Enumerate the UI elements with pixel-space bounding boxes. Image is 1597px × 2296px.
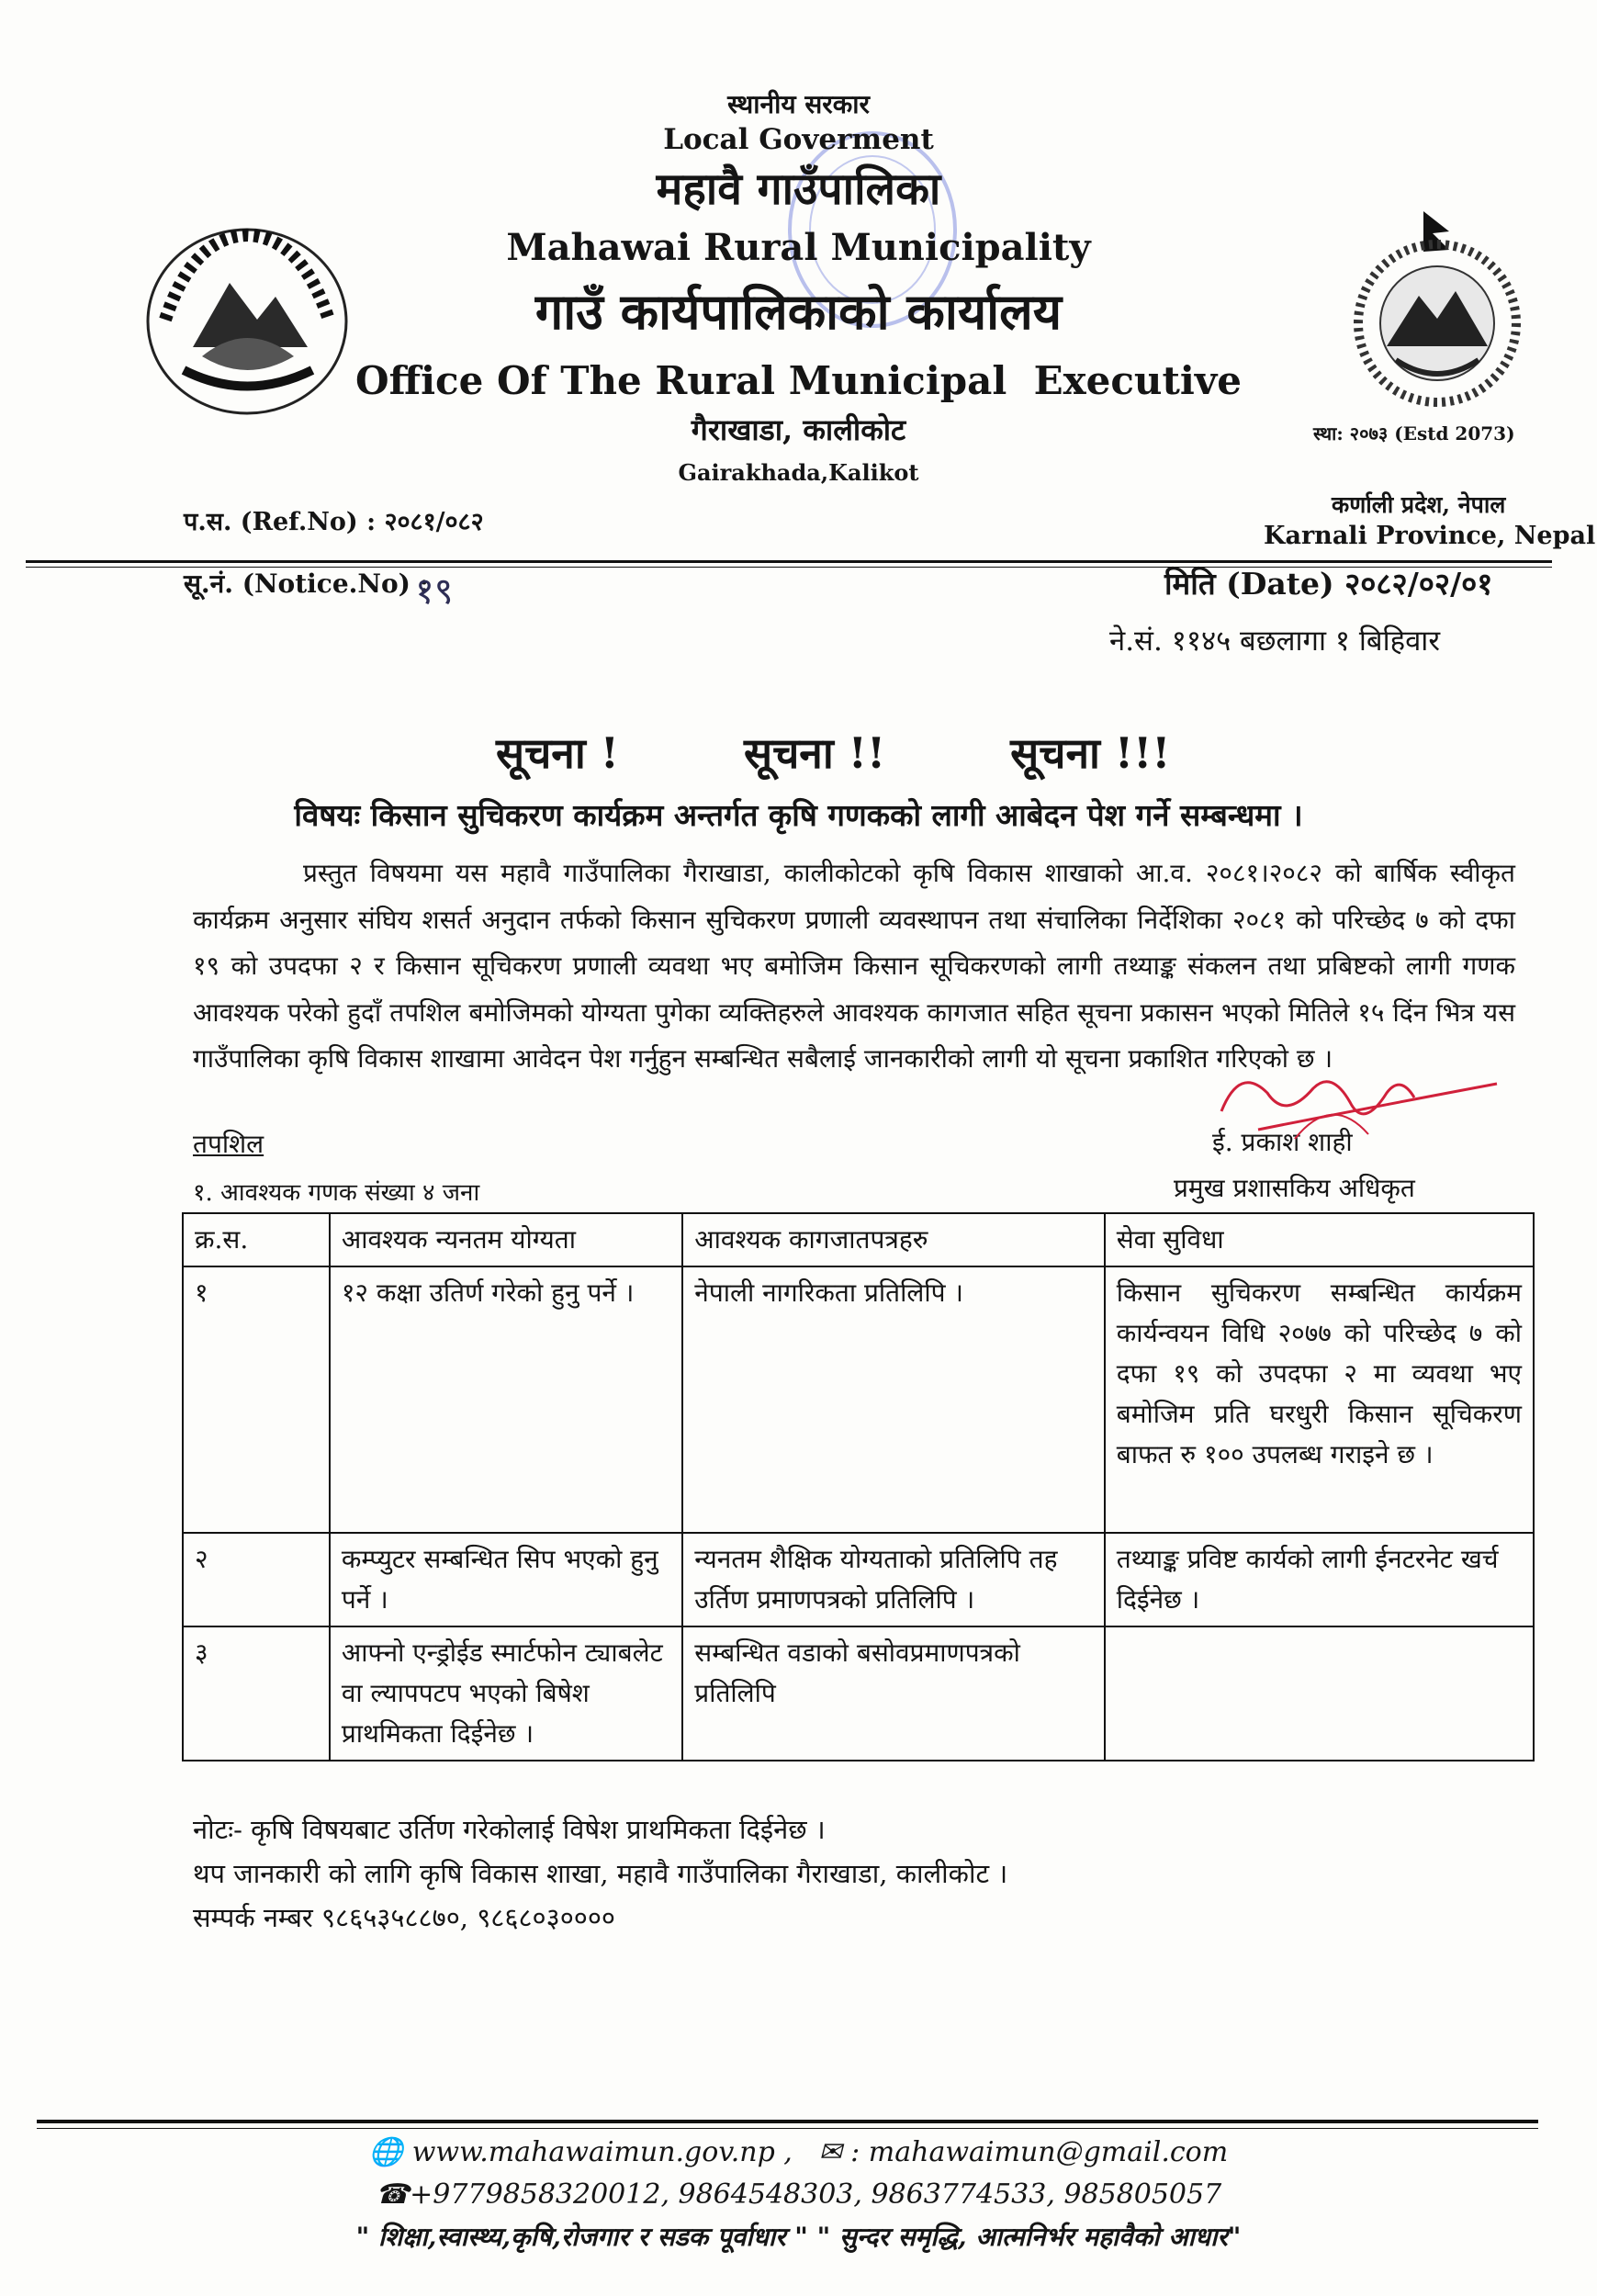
ref-value: २०८१/०८२ bbox=[384, 508, 484, 536]
reference-number bbox=[184, 503, 484, 537]
footer-slogans bbox=[0, 2219, 1597, 2254]
note-line-3: सम्पर्क नम्बर ९८६५३५८८७०, ९८६८०३०००० bbox=[193, 1902, 616, 1933]
slogan-1: " शिक्षा,स्वास्थ्य,कृषि,रोजगार र सडक पूर्वाधार " bbox=[355, 2222, 808, 2252]
mail-icon: ✉ bbox=[818, 2136, 842, 2168]
established-year: स्था: २०७३ (Estd 2073) bbox=[1313, 422, 1515, 445]
notice-heading-1: सूचना ! bbox=[496, 728, 619, 778]
notice-body: प्रस्तुत विषयमा यस महावै गाउँपालिका गैराखाडा, कालीकोटको कृषि विकास शाखाको आ.व. २०८१।२०८२ को बार्षिक स्वीकृत कार्यक्रम अनुसार संघिय शसर्त अनुदान तर्फको किसान सुचिकरण प्रणाली व्यवस्थापन तथा संचालिका निर्देशिका २०८१ को परिच्छेद ७ को दफा १९ को उपदफा २ र किसान सूचिकरण प्रणाली व्यवथा भए बमोजिम किसान सूचिकरणको लागी तथ्याङ्क संकलन तथा प्रबिष्टको लागी गणक आवश्यक परेको हुदाँ तपशिल बमोजिमको योग्यता पुगेका व्यक्तिहरुले आवश्यक कागजात सहित सूचना प्रकासन भएको मितिले १५ दिंन भित्र यस गाउँपालिका कृषि विकास शाखामा आवेदन पेश गर्नुहुन सम्बन्धित सबैलाई जानकारीको लागी यो सूचना प्रकाशित गरिएको छ । bbox=[193, 858, 1515, 1074]
table-cell-documents: सम्बन्धित वडाको बसोवप्रमाणपत्रको प्रतिलिपि bbox=[682, 1626, 1104, 1761]
website-link[interactable]: www.mahawaimun.gov.np , bbox=[411, 2136, 793, 2168]
location-np: गैराखाडा, कालीकोट bbox=[691, 412, 906, 447]
table-row bbox=[183, 1626, 1534, 1761]
phone-icon: ☎ bbox=[375, 2178, 410, 2211]
table-header-row bbox=[183, 1213, 1534, 1266]
table-cell-sn: ३ bbox=[183, 1626, 330, 1761]
location-en: Gairakhada,Kalikot bbox=[678, 459, 919, 486]
email-link[interactable]: : mahawaimun@gmail.com bbox=[850, 2136, 1229, 2168]
details-heading: तपशिल bbox=[193, 1129, 264, 1159]
globe-icon: 🌐 bbox=[368, 2136, 404, 2168]
province-en: Karnali Province, Nepal bbox=[1264, 522, 1596, 550]
officer-title: प्रमुख प्रशासकिय अधिकृत bbox=[1174, 1173, 1415, 1203]
province-np: कर्णाली प्रदेश, नेपाल bbox=[1332, 491, 1506, 518]
notice-heading-3: सूचना !!! bbox=[1010, 728, 1171, 778]
municipality-name-np: महावै गाउँपालिका bbox=[656, 163, 941, 215]
table-cell-sn: २ bbox=[183, 1533, 330, 1626]
officer-name: ई. प्रकाश शाही bbox=[1212, 1127, 1353, 1157]
table-cell-qualification: कम्प्युटर सम्बन्धित सिप भएको हुनु पर्ने । bbox=[330, 1533, 682, 1626]
table-cell-qualification: १२ कक्षा उतिर्ण गरेको हुनु पर्ने । bbox=[330, 1266, 682, 1533]
table-cell-facilities bbox=[1105, 1626, 1534, 1761]
table-cell-sn: १ bbox=[183, 1266, 330, 1533]
officer-signature bbox=[1203, 1056, 1515, 1157]
note-line-2: थप जानकारी को लागि कृषि विकास शाखा, महावै गाउँपालिका गैराखाडा, कालीकोट । bbox=[193, 1858, 1008, 1889]
footer-phones bbox=[0, 2178, 1597, 2211]
table-cell-documents: न्यनतम शैक्षिक योग्यताको प्रतिलिपि तह उर्तिण प्रमाणपत्रको प्रतिलिपि । bbox=[682, 1533, 1104, 1626]
notice-heading-2: सूचना !! bbox=[743, 728, 886, 778]
table-row bbox=[183, 1266, 1534, 1533]
table-row bbox=[183, 1533, 1534, 1626]
ref-label: प.स. (Ref.No) : bbox=[184, 508, 377, 536]
requirements-table bbox=[182, 1212, 1535, 1761]
office-name-en: Office Of The Rural Municipal Executive bbox=[355, 358, 1242, 403]
table-header-sn: क्र.स. bbox=[183, 1213, 330, 1266]
table-cell-qualification: आफ्नो एन्ड्रोईड स्मार्टफोन ट्याबलेट वा ल्यापपटप भएको बिषेश प्राथमिकता दिईनेछ । bbox=[330, 1626, 682, 1761]
table-header-facilities: सेवा सुविधा bbox=[1105, 1213, 1534, 1266]
note-line-1: नोटः- कृषि विषयबाट उर्तिण गरेकोलाई विषेश प्राथमिकता दिईनेछ । bbox=[193, 1814, 826, 1845]
phone-numbers: +9779858320012, 9864548303, 9863774533, 985805057 bbox=[410, 2178, 1222, 2211]
footer-divider-thin bbox=[37, 2128, 1538, 2129]
table-cell-facilities: तथ्याङ्क प्रविष्ट कार्यको लागी ईनटरनेट खर्च दिईनेछ । bbox=[1105, 1533, 1534, 1626]
notice-number-label: सू.नं. (Notice.No) : bbox=[184, 568, 430, 599]
local-govt-en: Local Goverment bbox=[663, 123, 934, 156]
slogan-2: " सुन्दर समृद्धि, आत्मनिर्भर महावैको आधार" bbox=[816, 2222, 1242, 2252]
table-header-qualification: आवश्यक न्यनतम योग्यता bbox=[330, 1213, 682, 1266]
table-cell-documents: नेपाली नागरिकता प्रतिलिपि । bbox=[682, 1266, 1104, 1533]
notice-headings bbox=[496, 724, 1281, 781]
footer-divider bbox=[37, 2120, 1538, 2123]
office-name-np: गाउँ कार्यपालिकाको कार्यालय bbox=[534, 282, 1063, 341]
notice-date: मिति (Date) २०८२/०२/०१ bbox=[1164, 566, 1493, 602]
table-header-documents: आवश्यक कागजातपत्रहरु bbox=[682, 1213, 1104, 1266]
nepal-sambat-date: ने.सं. ११४५ बछलागा १ बिहिवार bbox=[1109, 625, 1441, 658]
footer-contact-web bbox=[0, 2136, 1597, 2168]
local-govt-np: स्थानीय सरकार bbox=[727, 89, 870, 119]
municipality-name-en: Mahawai Rural Municipality bbox=[506, 226, 1091, 269]
notice-number-value: १९ bbox=[415, 570, 454, 613]
table-cell-facilities: किसान सुचिकरण सम्बन्धित कार्यक्रम कार्यन्वयन विधि २०७७ को परिच्छेद ७ को दफा १९ को उपदफा २ मा व्यवथा भए बमोजिम प्रति घरधुरी किसान सूचिकरण बाफत रु १०० उपलब्ध गराइने छ । bbox=[1105, 1266, 1534, 1533]
enumerator-count: १. आवश्यक गणक संख्या ४ जना bbox=[193, 1179, 480, 1207]
notice-subject: विषयः किसान सुचिकरण कार्यक्रम अन्तर्गत कृषि गणकको लागी आबेदन पेश गर्ने सम्बन्धमा । bbox=[294, 797, 1303, 833]
